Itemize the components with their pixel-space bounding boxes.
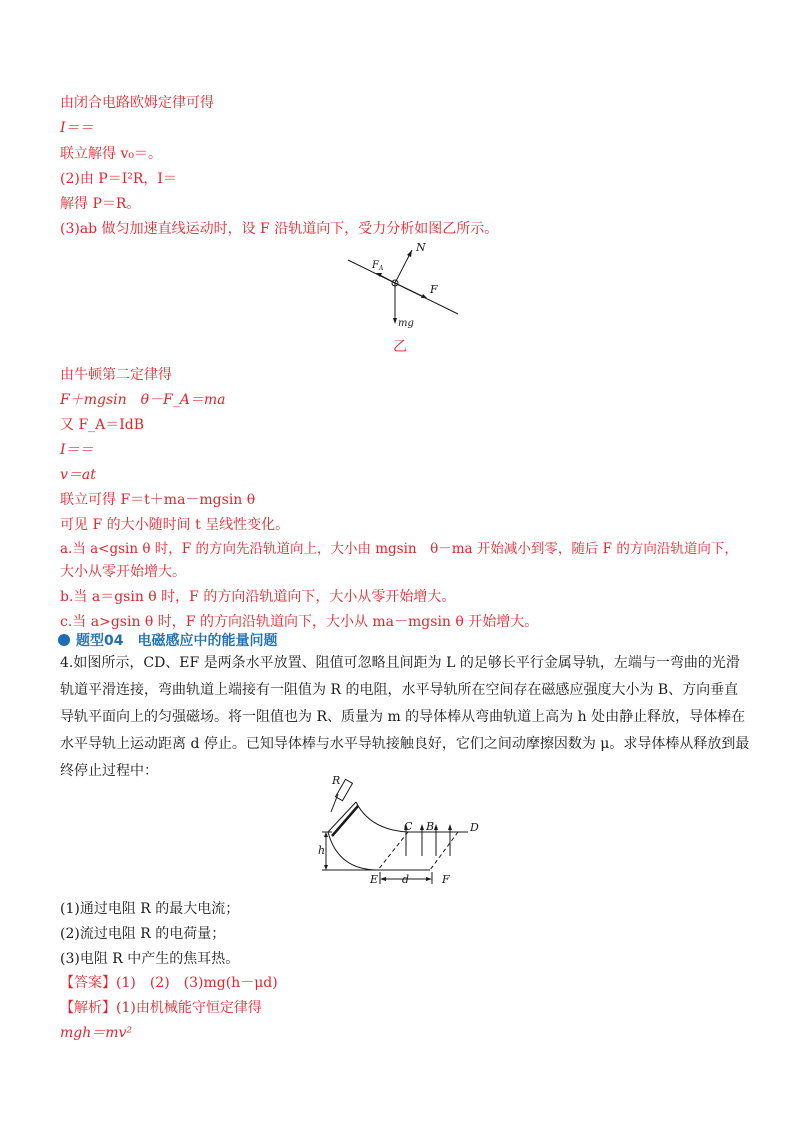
- solution-line-11: v＝at: [60, 467, 96, 483]
- label-E: E: [370, 873, 379, 886]
- label-N: N: [416, 241, 426, 254]
- solution-line-3: 联立解得 v₀＝。: [60, 146, 162, 162]
- analysis-text: (1)由机械能守恒定律得: [116, 1000, 262, 1016]
- question-1: (1)通过电阻 R 的最大电流；: [60, 901, 240, 917]
- solution-line-1: 由闭合电路欧姆定律可得: [60, 95, 214, 111]
- solution-line-9: 又 F_A＝IdB: [60, 417, 145, 433]
- distance-arrowhead-right: [426, 877, 432, 881]
- figure-caption-yi: 乙: [393, 339, 407, 355]
- label-F: F: [430, 283, 438, 296]
- analysis-tag: 【解析】: [60, 1000, 116, 1016]
- boundary-dashed-right: [430, 832, 458, 870]
- solution-line-12: 联立可得 F＝t＋ma－mgsin θ: [60, 492, 256, 508]
- boundary-dashed-left: [378, 832, 408, 870]
- field-arrowhead-3: [434, 824, 438, 830]
- label-h: h: [318, 844, 326, 857]
- question-3: (3)电阻 R 中产生的焦耳热。: [60, 951, 240, 967]
- force-diagram-figure: [330, 238, 470, 334]
- solution-line-8: F＋mgsin θ－F_A＝ma: [60, 392, 226, 408]
- section-heading-text: 题型04 电磁感应中的能量问题: [76, 633, 278, 649]
- height-arrowhead-top: [324, 832, 328, 837]
- solution-line-2: I＝＝: [60, 120, 94, 136]
- energy-equation: mgh＝mv²: [60, 1025, 133, 1041]
- answer-text: (1) (2) (3)mg(h－μd): [116, 975, 278, 991]
- solution-line-16: b.当 a＝gsin θ 时，F 的方向沿轨道向下，大小从零开始增大。: [60, 589, 456, 605]
- field-arrowhead-4: [448, 824, 452, 830]
- resistor-lead: [331, 794, 338, 812]
- solution-line-14: a.当 a<gsin θ 时，F 的方向先沿轨道向上，大小由 mgsin θ－ma 开始减小到零，随后 F 的方向沿轨道向下，: [60, 541, 738, 557]
- label-C: C: [404, 820, 413, 833]
- conductor-rod: [332, 806, 358, 836]
- field-arrowhead-2: [420, 824, 424, 830]
- resistor-wire: [328, 802, 356, 832]
- distance-arrowhead-left: [380, 877, 386, 881]
- rail-diagram-figure: [318, 772, 488, 888]
- solution-line-10: I＝＝: [60, 442, 94, 458]
- section-heading: [58, 630, 277, 650]
- solution-line-7: 由牛顿第二定律得: [60, 367, 172, 383]
- gravity-arrowhead: [393, 318, 397, 324]
- label-D: D: [470, 821, 479, 834]
- label-F: F: [442, 873, 450, 886]
- solution-line-15: 大小从零开始增大。: [60, 564, 186, 580]
- normal-force-arrowhead: [407, 250, 412, 257]
- solution-line-6: (3)ab 做匀加速直线运动时，设 F 沿轨道向下，受力分析如图乙所示。: [60, 221, 499, 237]
- applied-force-arrow: [395, 283, 424, 297]
- label-mg: mg: [398, 318, 414, 329]
- question-2: (2)流过电阻 R 的电荷量；: [60, 926, 226, 942]
- solution-line-4: (2)由 P＝I²R，I＝: [60, 171, 177, 187]
- label-R: R: [332, 774, 341, 787]
- analysis-line: [60, 999, 262, 1017]
- problem-statement: 4.如图所示，CD、EF 是两条水平放置、阻值可忽略且间距为 L 的足够长平行金属导轨，左端与一弯曲的光滑轨道平滑连接，弯曲轨道上端接有一阻值为 R 的电阻，水平导轨所在空间存在磁感应强度大小为 B、方向垂直导轨平面向上的匀强磁场。将一阻值也为 R、质量为 m 的导体棒从弯曲轨道上高为 h 处由静止释放，导体棒在水平导轨上运动距离 d 停止。已知导体棒与水平导轨接触良好，它们之间动摩擦因数为 μ。求导体棒从释放到最终停止过程中：: [60, 655, 750, 779]
- solution-line-13: 可见 F 的大小随时间 t 呈线性变化。: [60, 517, 290, 533]
- solution-line-5: 解得 P＝R。: [60, 196, 141, 212]
- bullet-dot-icon: [58, 634, 70, 646]
- answer-tag: 【答案】: [60, 975, 116, 991]
- answer-line: [60, 974, 278, 992]
- label-d: d: [402, 873, 410, 886]
- curved-rail-back: [356, 802, 408, 832]
- curved-rail-front: [328, 832, 378, 870]
- height-arrowhead-bottom: [324, 865, 328, 870]
- solution-line-17: c.当 a>gsin θ 时，F 的方向沿轨道向下，大小从 ma－mgsin θ 开始增大。: [60, 614, 539, 630]
- label-B: B: [426, 820, 435, 833]
- label-FA: $F_A$: [372, 260, 384, 272]
